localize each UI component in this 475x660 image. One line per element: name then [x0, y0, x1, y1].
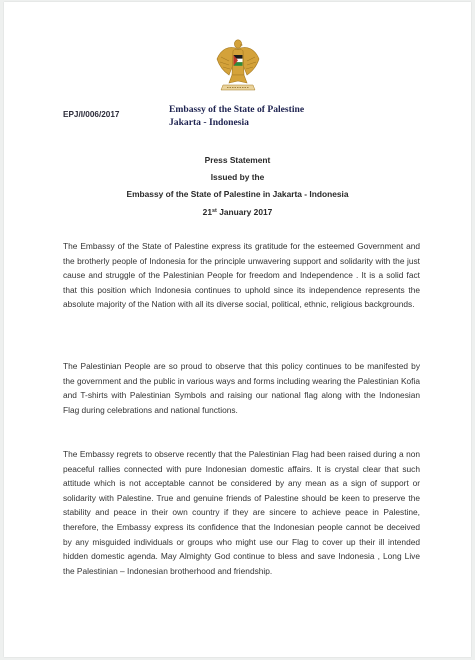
document-title: Press Statement	[204, 155, 271, 165]
reference-number: EPJ/I/006/2017	[63, 110, 120, 119]
embassy-name: Embassy of the State of Palestine	[169, 104, 305, 115]
issuer-line: Embassy of the State of Palestine in Jakarta - Indonesia	[126, 189, 349, 199]
body-paragraph-2: The Palestinian People are so proud to observe that this policy continues to be manifested by the government and the public in various ways and forms including wearing the Palestinian Kofia and T-shirts with Palestinian Symbols and raising our national flag along with the Indonesian Flag during celebrations and national functions.	[63, 361, 420, 415]
date-month-year: January 2017	[216, 207, 273, 217]
issued-by-line: Issued by the	[210, 172, 265, 182]
date-day: 21	[202, 207, 212, 217]
body-paragraph-3: The Embassy regrets to observe recently that the Palestinian Flag had been raised during a non peaceful rallies connected with pure Indonesian domestic affairs. It is crystal clear that such attitude which is not acceptable cannot be considered by any mean as a sign of support or solidarity with Palestine. True and genuine friends of Palestine should be keen to preserve the stability and peace in their own country if they are sincere to achieve peace in Palestine, therefore, the Embassy express its confidence that the Indonesian people cannot be deceived by any misguided individuals or groups who might use our Flag to cover up their ill intended hidden domestic agenda. May Almighty God continue to bless and save Indonesia , Long Live the Palestinian – Indonesian brotherhood and friendship.	[63, 449, 420, 576]
eagle-emblem-icon	[215, 35, 261, 93]
embassy-letterhead	[169, 103, 319, 129]
document-page	[4, 2, 471, 657]
body-paragraph-1: The Embassy of the State of Palestine express its gratitude for the esteemed Government and the brotherly people of Indonesia for the principle unwavering support and solidarity with the just cause and struggle of the Palestinian People for freedom and Independence . It is a solid fact that this position which Indonesia continues to uphold since its independence represents the absolute majority of the Nation with all its diverse social, political, ethnic, religious backgrounds.	[63, 241, 420, 310]
statement-date	[4, 207, 471, 217]
date-suffix: st	[212, 208, 217, 214]
embassy-location: Jakarta - Indonesia	[169, 117, 249, 128]
